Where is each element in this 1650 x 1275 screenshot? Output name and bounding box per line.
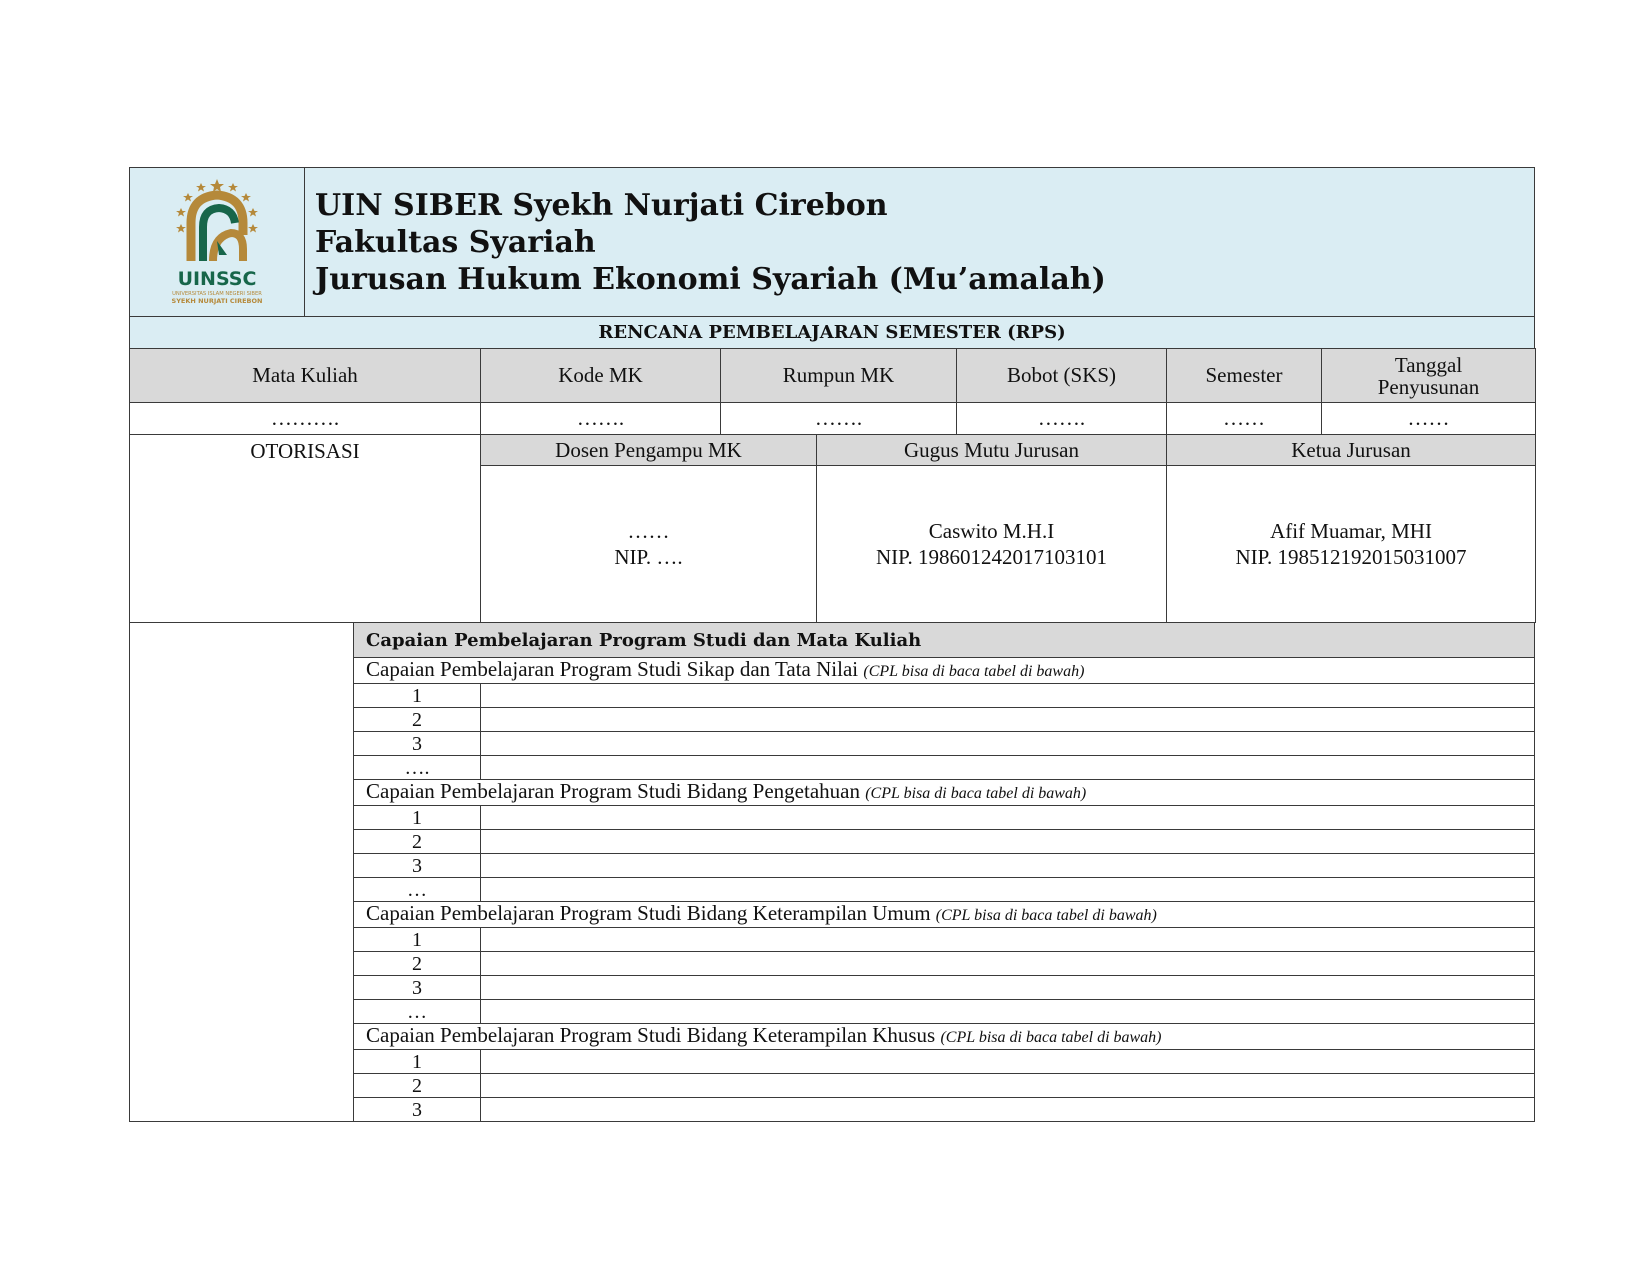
cpl-row-number: 1 <box>354 684 481 708</box>
cpl-row-content[interactable] <box>481 854 1535 878</box>
ketua-nip: NIP. 198512192015031007 <box>1235 545 1467 569</box>
cpl-category-note: (CPL bisa di baca tabel di bawah) <box>940 1029 1162 1046</box>
cpl-row-content[interactable] <box>481 806 1535 830</box>
cpl-row-number: …. <box>354 756 481 780</box>
cpl-row-number: 2 <box>354 1074 481 1098</box>
cpl-row-number: 3 <box>354 1098 481 1122</box>
cpl-category-pengetahuan <box>354 780 1535 806</box>
header-tanggal-line-2: Penyusunan <box>1377 374 1480 399</box>
university-logo <box>157 175 277 309</box>
cpl-row-content[interactable] <box>481 732 1535 756</box>
cpl-row-content[interactable] <box>481 976 1535 1000</box>
header-dosen-pengampu: Dosen Pengampu MK <box>481 435 817 466</box>
header-tanggal <box>1322 349 1536 403</box>
otorisasi-label: OTORISASI <box>130 435 481 623</box>
cpl-row-content[interactable] <box>481 878 1535 902</box>
cpl-heading: Capaian Pembelajaran Program Studi dan Mata Kuliah <box>354 623 1535 658</box>
cpl-category-note: (CPL bisa di baca tabel di bawah) <box>863 663 1085 680</box>
faculty-name: Fakultas Syariah <box>315 224 596 260</box>
header-tanggal-line-1: Tanggal <box>1394 352 1463 377</box>
cpl-row-number: 3 <box>354 854 481 878</box>
cpl-row-content[interactable] <box>481 1000 1535 1024</box>
value-rumpun-mk[interactable]: ……. <box>721 403 957 435</box>
cpl-row-number: 1 <box>354 806 481 830</box>
dosen-name: …… <box>627 519 670 543</box>
section-title: RENCANA PEMBELAJARAN SEMESTER (RPS) <box>130 317 1535 349</box>
value-bobot[interactable]: ……. <box>957 403 1167 435</box>
cpl-row-content[interactable] <box>481 1050 1535 1074</box>
dosen-nip: NIP. …. <box>614 545 683 569</box>
cpl-row-content[interactable] <box>481 952 1535 976</box>
dosen-signature <box>481 466 817 623</box>
cpl-row-number: … <box>354 878 481 902</box>
value-mata-kuliah[interactable]: ………. <box>130 403 481 435</box>
cpl-category-umum <box>354 902 1535 928</box>
cpl-row-content[interactable] <box>481 928 1535 952</box>
cpl-row-content[interactable] <box>481 708 1535 732</box>
cpl-category-title: Capaian Pembelajaran Program Studi Bidang Keterampilan Khusus <box>366 1023 936 1047</box>
cpl-row-number: 2 <box>354 952 481 976</box>
rps-document <box>129 167 1535 1122</box>
cpl-row-number: 1 <box>354 928 481 952</box>
cpl-row-content[interactable] <box>481 1098 1535 1122</box>
cpl-category-sikap <box>354 658 1535 684</box>
cpl-row-number: 3 <box>354 976 481 1000</box>
ketua-name: Afif Muamar, MHI <box>1270 519 1432 543</box>
cpl-category-note: (CPL bisa di baca tabel di bawah) <box>865 785 1087 802</box>
header-mata-kuliah: Mata Kuliah <box>130 349 481 403</box>
gugus-nip: NIP. 198601242017103101 <box>875 545 1107 569</box>
cpl-category-khusus <box>354 1024 1535 1050</box>
cpl-category-title: Capaian Pembelajaran Program Studi Sikap dan Tata Nilai <box>366 657 859 681</box>
ketua-signature <box>1167 466 1536 623</box>
cpl-row-content[interactable] <box>481 1074 1535 1098</box>
header-semester: Semester <box>1167 349 1322 403</box>
header-gugus-mutu: Gugus Mutu Jurusan <box>817 435 1167 466</box>
cpl-row-content[interactable] <box>481 684 1535 708</box>
cpl-category-title: Capaian Pembelajaran Program Studi Bidang Pengetahuan <box>366 779 860 803</box>
gugus-signature <box>817 466 1167 623</box>
cpl-row-number: 3 <box>354 732 481 756</box>
cpl-row-number: … <box>354 1000 481 1024</box>
cpl-category-title: Capaian Pembelajaran Program Studi Bidang Keterampilan Umum <box>366 901 931 925</box>
cpl-table <box>129 622 1535 1122</box>
cpl-row-content[interactable] <box>481 756 1535 780</box>
cpl-row-number: 2 <box>354 708 481 732</box>
logo-subtext-2: SYEKH NURJATI CIREBON <box>171 297 263 305</box>
header-ketua-jurusan: Ketua Jurusan <box>1167 435 1536 466</box>
department-name: Jurusan Hukum Ekonomi Syariah (Mu’amalah) <box>315 261 1106 297</box>
value-tanggal[interactable]: …… <box>1322 403 1536 435</box>
header-bobot: Bobot (SKS) <box>957 349 1167 403</box>
logo-text: UINSSC <box>177 268 257 290</box>
cpl-row-number: 1 <box>354 1050 481 1074</box>
cpl-row-number: 2 <box>354 830 481 854</box>
header-kode-mk: Kode MK <box>481 349 721 403</box>
logo-cell <box>130 168 305 317</box>
value-semester[interactable]: …… <box>1167 403 1322 435</box>
value-kode-mk[interactable]: ……. <box>481 403 721 435</box>
logo-subtext-1: UNIVERSITAS ISLAM NEGERI SIBER <box>172 291 262 297</box>
cpl-category-note: (CPL bisa di baca tabel di bawah) <box>935 907 1157 924</box>
cpl-row-content[interactable] <box>481 830 1535 854</box>
header-table <box>129 167 1535 349</box>
gugus-name: Caswito M.H.I <box>928 519 1055 543</box>
cpl-left-blank <box>130 623 354 1122</box>
title-cell <box>305 168 1535 317</box>
course-info-table <box>129 348 1536 623</box>
university-name: UIN SIBER Syekh Nurjati Cirebon <box>315 187 888 223</box>
header-rumpun-mk: Rumpun MK <box>721 349 957 403</box>
